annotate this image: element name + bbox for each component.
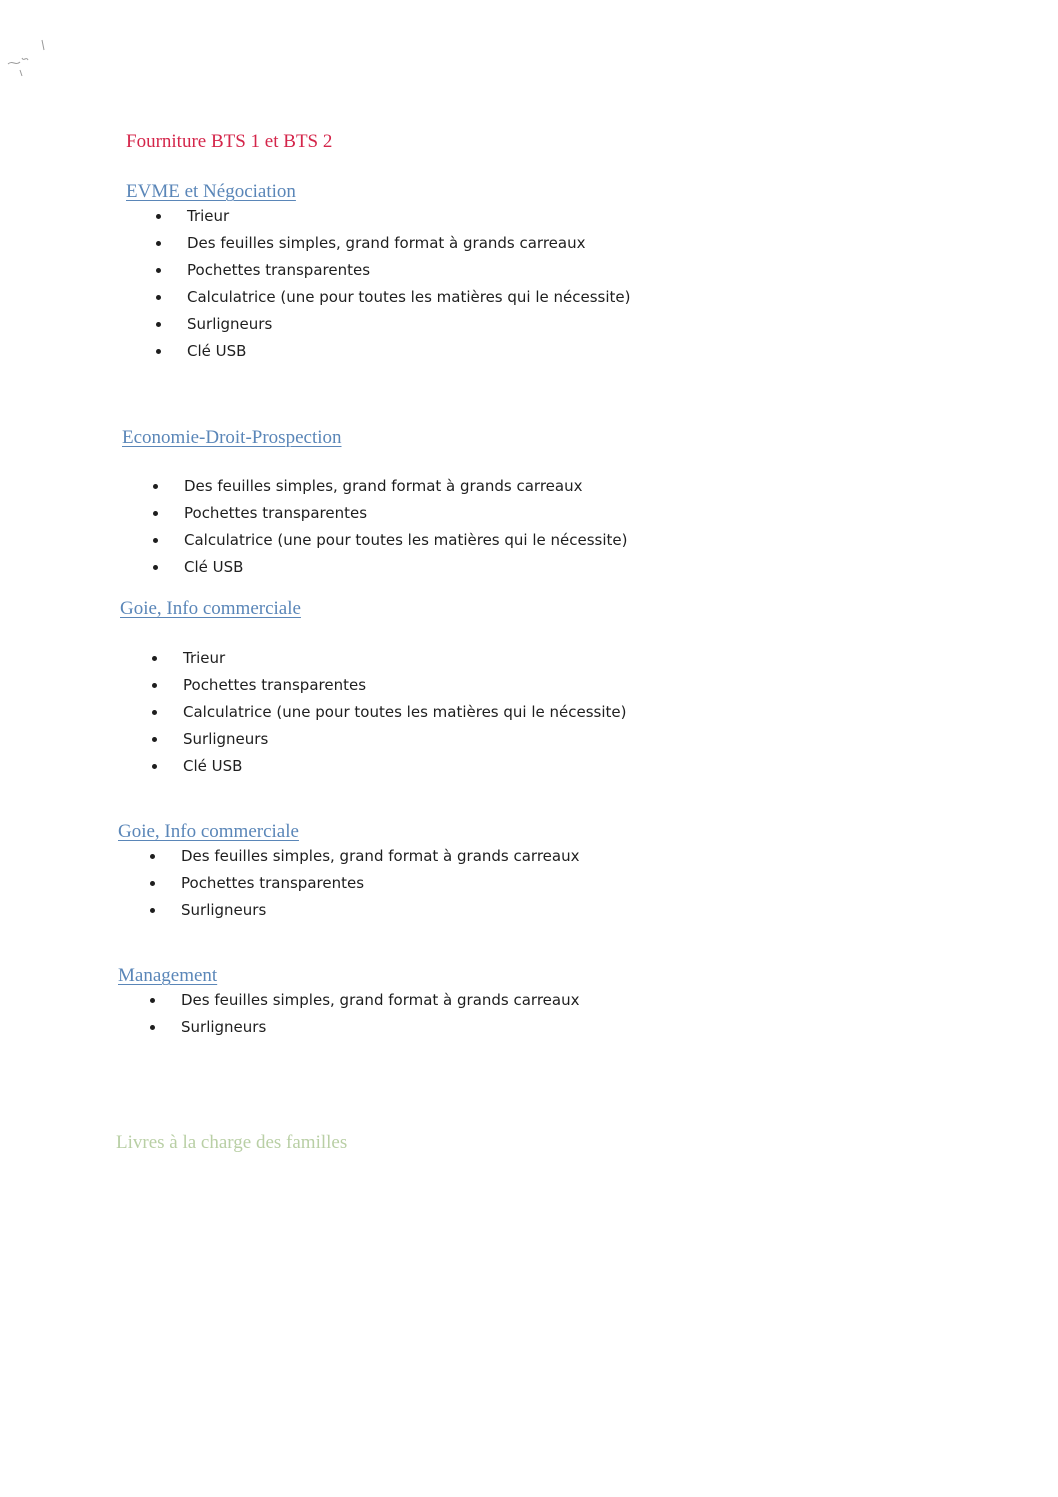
- bullet-icon: [152, 656, 157, 661]
- bullet-icon: [156, 349, 161, 354]
- section-heading: Goie, Info commerciale: [118, 821, 299, 842]
- supply-list: [156, 203, 631, 365]
- list-item: Surligneurs: [150, 1014, 217, 1041]
- bullet-icon: [150, 998, 155, 1003]
- bullet-icon: [156, 214, 161, 219]
- list-item: Calculatrice (une pour toutes les matières qui le nécessite): [152, 699, 301, 726]
- list-item: Calculatrice (une pour toutes les matières qui le nécessite): [153, 527, 342, 554]
- bullet-icon: [152, 710, 157, 715]
- scan-artifact-mark: [2, 36, 52, 86]
- list-item: Surligneurs: [152, 726, 301, 753]
- document-title: Fourniture BTS 1 et BTS 2: [126, 131, 333, 152]
- bullet-icon: [152, 737, 157, 742]
- bullet-icon: [153, 484, 158, 489]
- bullet-icon: [153, 565, 158, 570]
- bullet-icon: [152, 764, 157, 769]
- list-item: Pochettes transparentes: [156, 257, 296, 284]
- section-heading: Management: [118, 965, 218, 986]
- list-item: Trieur: [156, 203, 296, 230]
- bullet-icon: [152, 683, 157, 688]
- list-item: Des feuilles simples, grand format à grands carreaux: [153, 473, 342, 500]
- list-item: Clé USB: [156, 338, 296, 365]
- supply-list: [150, 987, 580, 1041]
- bullet-icon: [153, 538, 158, 543]
- list-item: Des feuilles simples, grand format à grands carreaux: [150, 843, 299, 870]
- list-item: Pochettes transparentes: [152, 672, 301, 699]
- section-evme-negociation: [126, 181, 631, 365]
- section-economie-droit-prospection: [122, 427, 628, 581]
- bullet-icon: [156, 268, 161, 273]
- bullet-icon: [156, 322, 161, 327]
- bullet-icon: [150, 854, 155, 859]
- list-item: Pochettes transparentes: [150, 870, 299, 897]
- supply-list: [152, 645, 627, 780]
- bullet-icon: [153, 511, 158, 516]
- section-heading: EVME et Négociation: [126, 181, 296, 202]
- bullet-icon: [150, 908, 155, 913]
- books-heading: Livres à la charge des familles: [116, 1132, 348, 1153]
- supply-list: [153, 473, 628, 581]
- section-goie-info-commerciale: [120, 598, 627, 780]
- list-item: Clé USB: [152, 753, 301, 780]
- list-item: Des feuilles simples, grand format à grands carreaux: [156, 230, 296, 257]
- bullet-icon: [150, 881, 155, 886]
- bullet-icon: [156, 295, 161, 300]
- list-item: Pochettes transparentes: [153, 500, 342, 527]
- section-management: [118, 965, 580, 1041]
- bullet-icon: [156, 241, 161, 246]
- list-item: Clé USB: [153, 554, 342, 581]
- bullet-icon: [150, 1025, 155, 1030]
- list-item: Calculatrice (une pour toutes les matières qui le nécessite): [156, 284, 296, 311]
- list-item: Des feuilles simples, grand format à grands carreaux: [150, 987, 217, 1014]
- list-item: Surligneurs: [150, 897, 299, 924]
- list-item: Surligneurs: [156, 311, 296, 338]
- section-heading: Economie-Droit-Prospection: [122, 427, 342, 448]
- section-heading: Goie, Info commerciale: [120, 598, 301, 619]
- list-item: Trieur: [152, 645, 301, 672]
- section-goie-info-commerciale-2: [118, 821, 580, 924]
- supply-list: [150, 843, 580, 924]
